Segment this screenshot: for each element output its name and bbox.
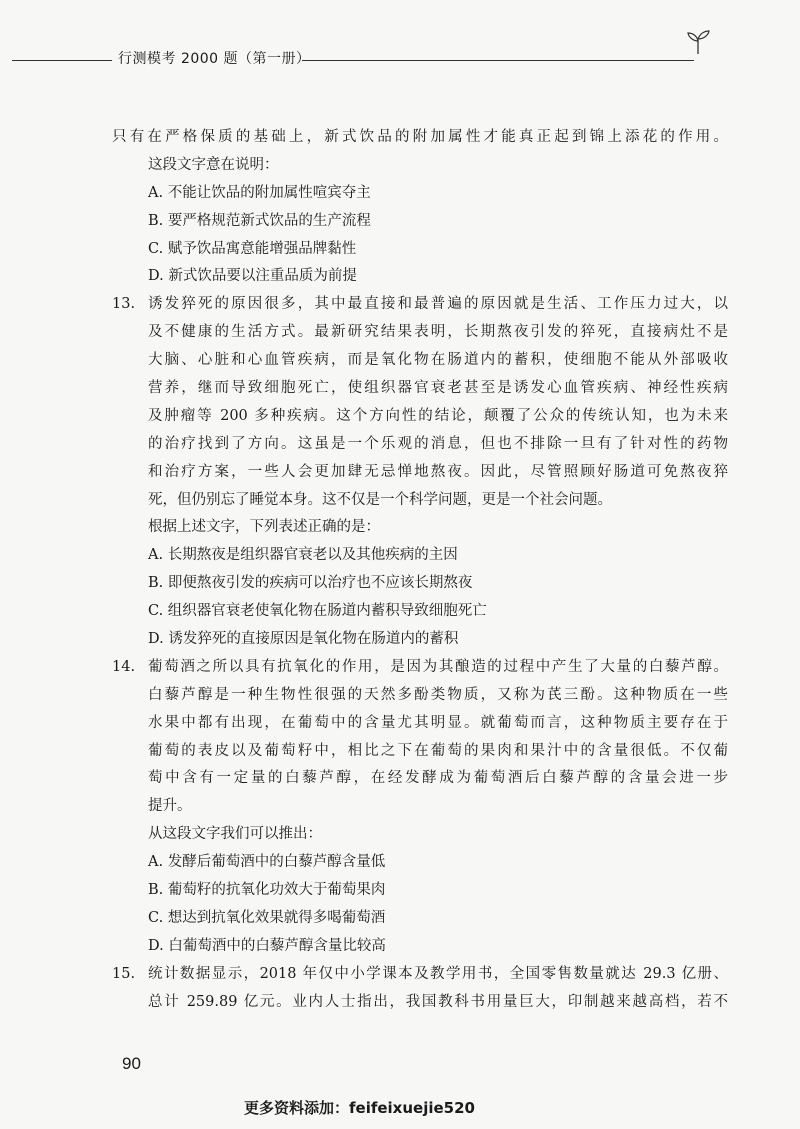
q14-line <box>112 654 728 682</box>
q13-line: 死，但仍别忘了睡觉本身。这不仅是一个科学问题，更是一个社会问题。 <box>148 491 612 508</box>
q15-line <box>112 961 728 989</box>
q14-text: 葡萄酒之所以具有抗氧化的作用，是因为其酿造的过程中产生了大量的白藜芦醇。 <box>148 658 728 675</box>
page-body <box>112 124 728 1017</box>
page-number: 90 <box>122 1054 141 1073</box>
q14-line: 白藜芦醇是一种生物性很强的天然多酚类物质，又称为芪三酚。这种物质在一些 <box>148 686 728 703</box>
running-header <box>0 44 800 74</box>
q13-option-a: A. 长期熬夜是组织器官衰老以及其他疾病的主因 <box>148 547 458 564</box>
q15-line: 总计 259.89 亿元。业内人士指出，我国教科书用量巨大，印制越来越高档，若不 <box>148 993 728 1010</box>
q14-number: 14. <box>112 658 136 675</box>
intro-prompt: 这段文字意在说明： <box>148 156 279 173</box>
intro-option-a: A. 不能让饮品的附加属性喧宾夺主 <box>148 184 371 201</box>
header-rule-right <box>302 60 694 61</box>
q15-text: 统计数据显示，2018 年仅中小学课本及教学用书，全国零售数量就达 29.3 亿册、 <box>148 965 728 982</box>
q14-option-d: D. 白葡萄酒中的白藜芦醇含量比较高 <box>148 937 386 954</box>
q13-line: 和治疗方案，一些人会更加肆无忌惮地熬夜。因此，尽管照顾好肠道可免熬夜猝 <box>148 463 728 480</box>
header-title: 行测模考 2000 题（第一册） <box>118 51 311 67</box>
q13-text: 诱发猝死的原因很多，其中最直接和最普遍的原因就是生活、工作压力过大，以 <box>148 296 728 313</box>
q13-line: 及不健康的生活方式。最新研究结果表明，长期熬夜引发的猝死，直接病灶不是 <box>148 324 728 341</box>
q14-option-a: A. 发酵后葡萄酒中的白藜芦醇含量低 <box>148 854 386 871</box>
header-rule-left <box>12 60 112 61</box>
intro-option-d: D. 新式饮品要以注重品质为前提 <box>148 268 357 285</box>
q13-prompt: 根据上述文字，下列表述正确的是： <box>148 519 380 536</box>
q14-line: 葡萄的表皮以及葡萄籽中，相比之下在葡萄的果肉和果汁中的含量很低。不仅葡 <box>148 742 728 759</box>
q13-option-b: B. 即便熬夜引发的疾病可以治疗也不应该长期熬夜 <box>148 575 473 592</box>
intro-option-c: C. 赋予饮品寓意能增强品牌黏性 <box>148 240 357 257</box>
q13-number: 13. <box>112 296 136 313</box>
intro-text: 只有在严格保质的基础上，新式饮品的附加属性才能真正起到锦上添花的作用。 <box>112 129 728 145</box>
q13-line: 及肿瘤等 200 多种疾病。这个方向性的结论，颠覆了公众的传统认知，也为未来 <box>148 407 728 424</box>
q13-line: 营养，继而导致细胞死亡，使组织器官衰老甚至是诱发心血管疾病、神经性疾病 <box>148 380 728 397</box>
q13-option-c: C. 组织器官衰老使氧化物在肠道内蓄积导致细胞死亡 <box>148 603 487 620</box>
sprout-icon <box>684 28 712 56</box>
q14-line: 水果中都有出现，在葡萄中的含量尤其明显。就葡萄而言，这种物质主要存在于 <box>148 714 728 731</box>
q14-option-b: B. 葡萄籽的抗氧化功效大于葡萄果肉 <box>148 882 386 899</box>
q14-option-c: C. 想达到抗氧化效果就得多喝葡萄酒 <box>148 909 386 926</box>
intro-option-b: B. 要严格规范新式饮品的生产流程 <box>148 212 371 229</box>
q14-line: 萄中含有一定量的白藜芦醇，在经发酵成为葡萄酒后白藜芦醇的含量会进一步 <box>148 770 728 787</box>
q13-line <box>112 291 728 319</box>
q14-prompt: 从这段文字我们可以推出： <box>148 826 322 843</box>
q13-line: 大脑、心脏和心血管疾病，而是氧化物在肠道内的蓄积，使细胞不能从外部吸收 <box>148 352 728 369</box>
q13-line: 的治疗找到了方向。这虽是一个乐观的消息，但也不排除一旦有了针对性的药物 <box>148 435 728 452</box>
q15-number: 15. <box>112 965 136 982</box>
footer-note: 更多资料添加：feifeixuejie520 <box>244 1099 475 1117</box>
q13-option-d: D. 诱发猝死的直接原因是氧化物在肠道内的蓄积 <box>148 631 459 648</box>
q14-line: 提升。 <box>148 798 192 815</box>
